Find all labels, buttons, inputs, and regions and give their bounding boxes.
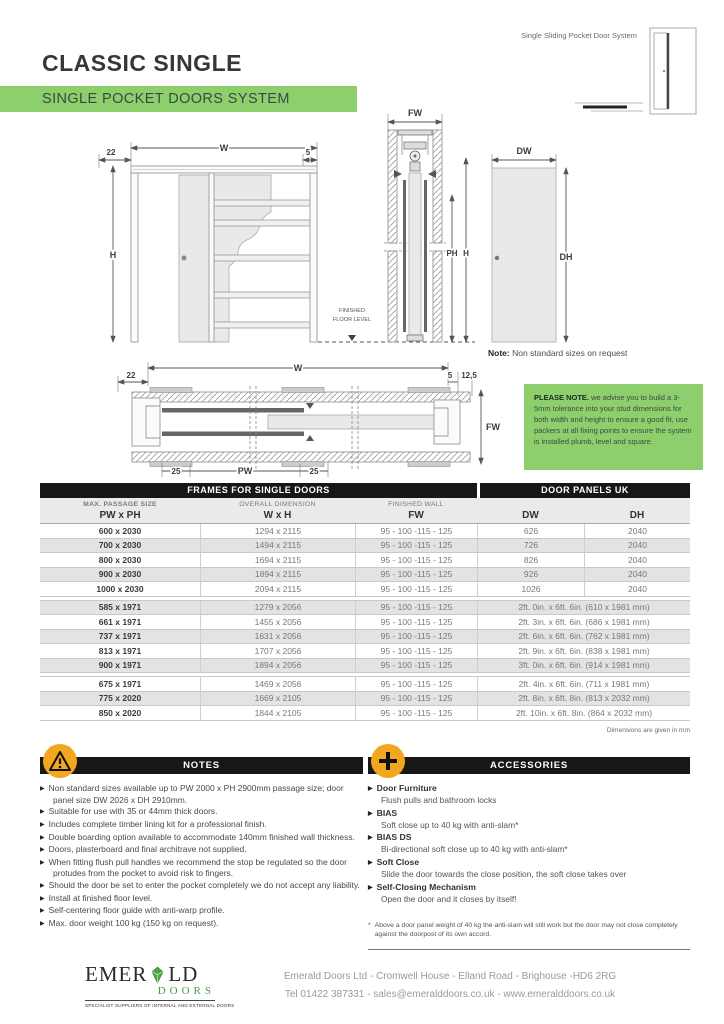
- table-row: 1000 x 2030 2094 x 2115 95 - 100 -115 - 125 1026 2040: [40, 582, 690, 597]
- table-row: 900 x 2030 1894 x 2115 95 - 100 -115 - 125 926 2040: [40, 568, 690, 583]
- accessory-item: ▶ Soft Close Slide the door towards the close position, the soft close takes over: [368, 857, 627, 879]
- page-subtitle-banner: SINGLE POCKET DOORS SYSTEM: [0, 86, 357, 112]
- note-item: ▶ Doors, plasterboard and final architrave not supplied.: [40, 844, 247, 855]
- plan-dim-22: 22: [126, 371, 136, 380]
- table-row: 600 x 2030 1294 x 2115 95 - 100 -115 - 125 626 2040: [40, 524, 690, 539]
- dim-label-dw: DW: [516, 146, 532, 156]
- dim-label-22: 22: [106, 148, 116, 157]
- plan-dim-25-left: 25: [171, 467, 181, 476]
- table-row: 775 x 2020 1669 x 2105 95 - 100 -115 - 125 2ft. 8in. x 6ft. 8in. (813 x 2032 mm): [40, 692, 690, 707]
- footer-logo: [85, 962, 235, 1008]
- group-header-panels: DOOR PANELS UK: [480, 483, 690, 498]
- bullet-icon: ▶: [40, 920, 45, 927]
- table-row: 800 x 2030 1694 x 2115 95 - 100 -115 - 125 826 2040: [40, 553, 690, 568]
- table-row: 850 x 2020 1844 x 2105 95 - 100 -115 - 125 2ft. 10in. x 6ft. 8in. (864 x 2032 mm): [40, 706, 690, 721]
- dim-label-h: H: [109, 250, 117, 260]
- dim-label-h2: H: [463, 249, 469, 258]
- bullet-icon: ▶: [40, 847, 45, 854]
- table-row: 737 x 1971 1631 x 2056 95 - 100 -115 - 125 2ft. 6in. x 6ft. 6in. (762 x 1981 mm): [40, 630, 690, 645]
- table-row: 661 x 1971 1455 x 2056 95 - 100 -115 - 125 2ft. 3in. x 6ft. 6in. (686 x 1981 mm): [40, 615, 690, 630]
- table-row: 900 x 1971 1894 x 2056 95 - 100 -115 - 125 3ft. 0in. x 6ft. 6in. (914 x 1981 mm): [40, 659, 690, 674]
- section-drawing: [384, 108, 469, 342]
- plan-dim-w: W: [293, 363, 303, 373]
- accessory-item: ▶ BIAS Soft close up to 40 kg with anti-slam*: [368, 807, 519, 830]
- note-item: ▶ Suitable for use with 35 or 44mm thick doors.: [40, 806, 218, 817]
- bullet-icon: ▶: [40, 895, 45, 902]
- bullet-icon: ▶: [368, 835, 373, 842]
- footer-address: Emerald Doors Ltd - Cromwell House - Elland Road - Brighouse -HD6 2RG: [283, 971, 617, 982]
- plan-dim-fw: FW: [486, 422, 500, 432]
- note-item: ▶ Self-centering floor guide with anti-warp profile.: [40, 905, 225, 916]
- bullet-icon: ▶: [40, 834, 45, 841]
- note-item: ▶ When fitting flush pull handles we recommend the stop be regulated so the door protudes from the pocket to avoid risk to fingers.: [40, 856, 347, 879]
- plan-dim-pw: PW: [237, 466, 253, 476]
- table-row: 700 x 2030 1494 x 2115 95 - 100 -115 - 125 726 2040: [40, 539, 690, 554]
- logo-doors-text: DOORS: [157, 985, 215, 997]
- warning-icon: [43, 744, 77, 778]
- accessories-section: [368, 744, 690, 950]
- note-item: ▶ Double boarding option available to accommodate 140mm finished wall thickness.: [40, 831, 355, 842]
- gem-icon: [148, 966, 167, 984]
- table-group-header-row: [40, 483, 690, 498]
- dim-label-dh: DH: [559, 252, 573, 262]
- note-item: ▶ Should the door be set to enter the pocket completely we do not accept any liability.: [40, 880, 360, 891]
- dim-label-w: W: [219, 143, 229, 153]
- bullet-icon: ▶: [368, 860, 373, 867]
- table-row: 813 x 1971 1707 x 2056 95 - 100 -115 - 125 2ft. 9in. x 6ft. 6in. (838 x 1981 mm): [40, 644, 690, 659]
- page-title: CLASSIC SINGLE: [42, 50, 242, 76]
- dim-label-fw: FW: [408, 108, 422, 118]
- svg-text:FLOOR LEVEL: FLOOR LEVEL: [332, 317, 372, 323]
- note-item: ▶ Max. door weight 100 kg (150 kg on request).: [40, 917, 219, 928]
- footer-phone-email: Tel 01422 387331 - sales@emeralddoors.co.uk - www.emeralddoors.co.uk: [284, 989, 616, 1000]
- plan-dim-board: 12,5: [461, 371, 477, 380]
- note-item: ▶ Includes complete timber lining kit for a professional finish.: [40, 818, 267, 829]
- table-row: 585 x 1971 1279 x 2056 95 - 100 -115 - 125 2ft. 0in. x 6ft. 6in. (610 x 1981 mm): [40, 601, 690, 616]
- footer-contact: [235, 968, 665, 1004]
- note-item: ▶ Install at finished floor level.: [40, 892, 153, 903]
- non-standard-note: Note: Non standard sizes on request: [488, 348, 628, 358]
- please-note-box: PLEASE NOTE. we advise you to build a 3-5mm tolerance into your stud dimensions for both width and height to ensure a good fit, use packers at all fixing points to ensure the system is installed plumb, level and square.: [524, 384, 703, 470]
- floor-level-label: FINISHED: [338, 308, 366, 314]
- bullet-icon: ▶: [40, 883, 45, 890]
- door-panel-drawing: [492, 146, 573, 342]
- table-row: 675 x 1971 1469 x 2056 95 - 100 -115 - 125 2ft. 4in. x 6ft. 6in. (711 x 1981 mm): [40, 677, 690, 692]
- accessory-item: ▶ Door Furniture Flush pulls and bathroom locks: [368, 783, 497, 805]
- notes-section: [40, 744, 363, 931]
- logo-text-left: EMER: [85, 962, 148, 986]
- bullet-icon: ▶: [368, 884, 373, 891]
- table-column-header-row: MAX. PASSAGE SIZE PW x PH OVERALL DIMENSION W x H FINISHED WALL FW DW DH: [40, 498, 690, 524]
- note-item: ▶ Non standard sizes available up to PW 2000 x PH 2900mm passage size; door panel size DW 2026 x DH 2910mm.: [40, 783, 344, 805]
- anti-slam-footnote: * Above a door panel weight of 40 kg the anti-slam will still work but the door may not close completely against the doorpost of its own accord.: [368, 921, 690, 950]
- dim-label-5: 5: [305, 148, 311, 157]
- bullet-icon: ▶: [40, 859, 45, 866]
- bullet-icon: ▶: [40, 809, 45, 816]
- size-table: [40, 483, 690, 721]
- bullet-icon: ▶: [40, 908, 45, 915]
- logo-text-right: LD: [168, 962, 199, 986]
- accessory-item: ▶ BIAS DS Bi-directional soft close up to 40 kg with anti-slam*: [368, 832, 568, 855]
- bullet-icon: ▶: [40, 786, 45, 792]
- plus-icon: [371, 744, 405, 778]
- plan-dim-5: 5: [447, 371, 453, 380]
- accessories-header: ACCESSORIES: [368, 757, 690, 774]
- units-note: Dimensions are given in mm: [606, 727, 690, 734]
- system-type-label: Single Sliding Pocket Door System: [521, 31, 637, 40]
- logo-tagline: SPECIALIST SUPPLIERS OF INTERNAL AND EXTERNAL DOORS: [85, 1000, 215, 1008]
- bullet-icon: ▶: [40, 821, 45, 828]
- notes-header: NOTES: [40, 757, 363, 774]
- accessory-item: ▶ Self-Closing Mechanism Open the door and it closes by itself!: [368, 881, 517, 904]
- bullet-icon: ▶: [368, 786, 373, 792]
- dim-label-ph: PH: [446, 249, 458, 258]
- group-header-frames: FRAMES FOR SINGLE DOORS: [40, 483, 477, 498]
- plan-dim-25-right: 25: [309, 467, 319, 476]
- plan-drawing: [118, 362, 500, 477]
- bullet-icon: ▶: [368, 810, 373, 817]
